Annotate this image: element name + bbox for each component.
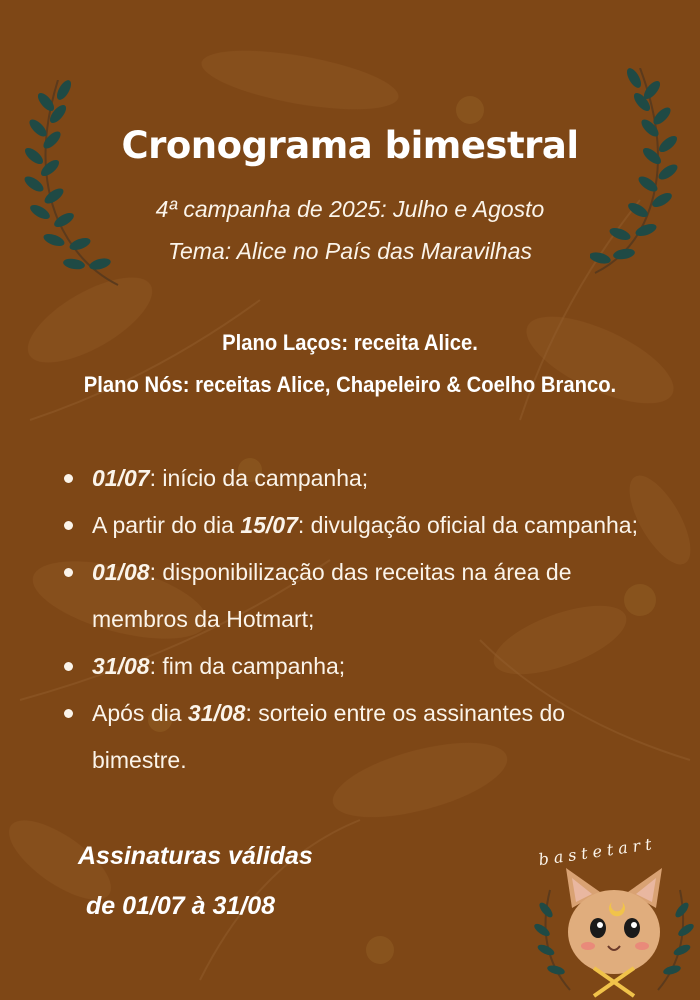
- schedule-prefix: A partir do dia: [92, 512, 241, 538]
- schedule-text: : disponibilização das receitas na área de: [149, 559, 572, 585]
- schedule-text: : início da campanha;: [149, 465, 369, 491]
- bullet-icon: [64, 474, 73, 483]
- bullet-icon: [64, 709, 73, 718]
- cat-mascot-logo-icon: [530, 850, 695, 1000]
- campaign-subtitle: 4ª campanha de 2025: Julho e Agosto: [155, 196, 545, 222]
- schedule-date: 31/08: [187, 700, 246, 726]
- logo-text: bastetart: [537, 833, 658, 870]
- schedule-item: [62, 455, 682, 502]
- plan-lacos: Plano Laços: receita Alice.: [222, 330, 478, 355]
- schedule-item: [62, 549, 682, 643]
- schedule-list: [62, 455, 682, 784]
- bullet-icon: [64, 662, 73, 671]
- schedule-text-continued: membros da Hotmart;: [92, 606, 315, 632]
- page-title: Cronograma bimestral: [121, 124, 579, 167]
- bullet-icon: [64, 521, 73, 530]
- theme-subtitle: Tema: Alice no País das Maravilhas: [168, 238, 532, 264]
- schedule-text-continued: bimestre.: [92, 747, 187, 773]
- schedule-date: 01/08: [92, 559, 150, 585]
- validity-line-1: Assinaturas válidas: [78, 842, 313, 870]
- schedule-text: : sorteio entre os assinantes do: [245, 700, 566, 726]
- schedule-item: [62, 502, 682, 549]
- bullet-icon: [64, 568, 73, 577]
- schedule-item: [62, 690, 682, 784]
- validity-line-2: de 01/07 à 31/08: [86, 892, 276, 920]
- schedule-date: 01/07: [92, 465, 150, 491]
- schedule-date: 31/08: [92, 653, 150, 679]
- plan-nos: Plano Nós: receitas Alice, Chapeleiro & Coelho Branco.: [83, 372, 617, 397]
- schedule-text: : fim da campanha;: [149, 653, 346, 679]
- schedule-text: : divulgação oficial da campanha;: [297, 512, 638, 538]
- schedule-prefix: Após dia: [92, 700, 188, 726]
- schedule-date: 15/07: [240, 512, 298, 538]
- schedule-item: [62, 643, 682, 690]
